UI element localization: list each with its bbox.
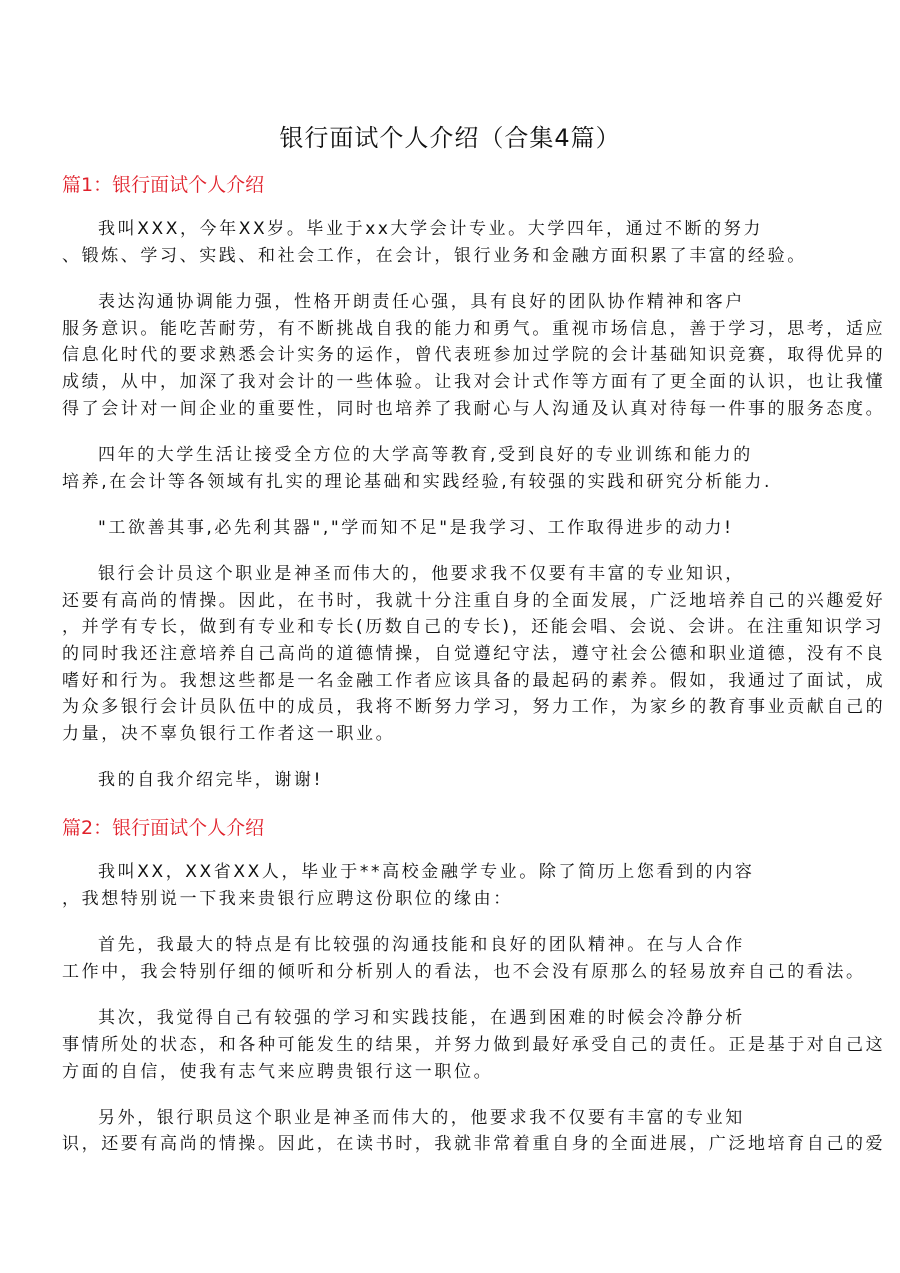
text-line: 嗜好和行为。我想这些都是一名金融工作者应该具备的最起码的素养。假如，我通过了面试，成	[62, 670, 886, 691]
text-line: 四年的大学生活让接受全方位的大学高等教育,受到良好的专业训练和能力的	[98, 444, 753, 465]
document-title: 银行面试个人介绍（合集4篇）	[279, 124, 621, 152]
text-line: 另外，银行职员这个职业是神圣而伟大的，他要求我不仅要有丰富的专业知	[98, 1107, 745, 1128]
text-line: 首先，我最大的特点是有比较强的沟通技能和良好的团队精神。在与人合作	[98, 935, 745, 956]
section-heading: 篇2：银行面试个人介绍	[62, 817, 265, 840]
paragraph	[62, 767, 885, 794]
text-line: 工作中，我会特别仔细的倾听和分析别人的看法，也不会没有原那么的轻易放弃自己的看法。	[62, 961, 866, 982]
paragraph	[62, 932, 885, 985]
text-line: 表达沟通协调能力强，性格开朗责任心强，具有良好的团队协作精神和客户	[98, 291, 745, 312]
paragraph	[62, 1005, 885, 1085]
paragraph	[62, 1105, 885, 1158]
text-line: 事情所处的状态，和各种可能发生的结果，并努力做到最好承受自己的责任。正是基于对自己这	[62, 1034, 886, 1055]
section-1	[62, 170, 885, 813]
text-line: 信息化时代的要求熟悉会计实务的运作，曾代表班参加过学院的会计基础知识竞赛，取得优异的	[62, 345, 886, 366]
text-line: 识，还要有高尚的情操。因此，在读书时，我就非常着重自身的全面进展，广泛地培育自己的爱	[62, 1134, 886, 1155]
text-line: ，我想特别说一下我来贵银行应聘这份职位的缘由：	[62, 889, 513, 910]
text-line: 我叫XXX，今年XX岁。毕业于xx大学会计专业。大学四年，通过不断的努力	[98, 219, 763, 239]
text-line: 银行会计员这个职业是神圣而伟大的，他要求我不仅要有丰富的专业知识，	[98, 563, 745, 584]
text-line: 、锻炼、学习、实践、和社会工作，在会计，银行业务和金融方面积累了丰富的经验。	[62, 245, 807, 266]
text-line: 力量，决不辜负银行工作者这一职业。	[62, 724, 396, 744]
paragraph	[62, 515, 885, 542]
text-line: 方面的自信，使我有志气来应聘贵银行这一职位。	[62, 1061, 494, 1082]
paragraph	[62, 561, 885, 748]
paragraph	[62, 442, 885, 495]
text-line: 成绩，从中，加深了我对会计的一些体验。让我对会计式作等方面有了更全面的认识，也让我懂	[62, 371, 886, 392]
paragraph	[62, 289, 885, 422]
text-line: 我叫XX，XX省XX人，毕业于**高校金融学专业。除了简历上您看到的内容	[98, 862, 755, 883]
text-line: 的同时我还注意培养自己高尚的道德情操，自觉遵纪守法，遵守社会公德和职业道德，没有不良	[62, 643, 886, 664]
text-line: 还要有高尚的情操。因此，在书时，我就十分注重自身的全面发展，广泛地培养自己的兴趣爱好	[62, 590, 886, 611]
text-line: 培养,在会计等各领域有扎实的理论基础和实践经验,有较强的实践和研究分析能力.	[62, 471, 773, 492]
text-line: ，并学有专长，做到有专业和专长(历数自己的专长)，还能会唱、会说、会讲。在注重知识学习	[62, 617, 885, 638]
text-line: 其次，我觉得自己有较强的学习和实践技能，在遇到困难的时候会冷静分析	[98, 1008, 745, 1029]
section-2	[62, 813, 885, 1177]
document-body	[62, 170, 885, 1178]
paragraph	[62, 216, 885, 269]
text-line: 为众多银行会计员队伍中的成员，我将不断努力学习，努力工作，为家乡的教育事业贡献自己的	[62, 697, 886, 718]
section-heading: 篇1：银行面试个人介绍	[62, 174, 265, 196]
paragraph	[62, 859, 885, 912]
text-line: 得了会计对一间企业的重要性，同时也培养了我耐心与人沟通及认真对待每一件事的服务态度。	[62, 398, 886, 419]
text-line: 我的自我介绍完毕，谢谢!	[98, 770, 324, 791]
text-line: "工欲善其事,必先利其器","学而知不足"是我学习、工作取得进步的动力!	[98, 517, 734, 538]
text-line: 服务意识。能吃苦耐劳，有不断挑战自我的能力和勇气。重视市场信息，善于学习，思考，适应	[62, 318, 886, 339]
